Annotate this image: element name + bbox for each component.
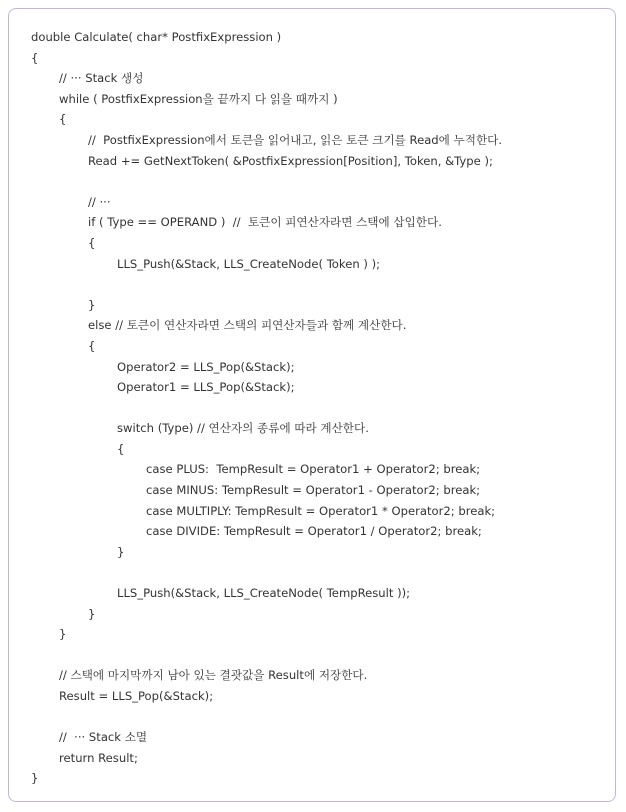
code-line: Result = LLS_Pop(&Stack);: [59, 689, 214, 703]
code-comment: // PostfixExpression에서 토큰을 읽어내고, 읽은 토큰 크기를 Read에 누적한다.: [88, 132, 503, 147]
code-line: else // 토큰이 연산자라면 스택의 피연산자들과 함께 계산한다.: [88, 318, 407, 333]
code-line: Read += GetNextToken( &PostfixExpression[Position], Token, &Type );: [88, 153, 493, 168]
code-line: {: [117, 441, 125, 456]
code-line: {: [88, 235, 96, 250]
code-line: }: [31, 771, 39, 786]
code-line: return Result;: [59, 750, 138, 765]
code-line: {: [59, 112, 67, 127]
code-line: case PLUS: TempResult = Operator1 + Operator2; break;: [146, 462, 481, 477]
code-lines: [31, 27, 611, 789]
code-line: LLS_Push(&Stack, LLS_CreateNode( TempResult ));: [117, 586, 411, 601]
code-blank-line: [31, 398, 611, 419]
code-line: }: [117, 544, 125, 559]
code-line: Operator1 = LLS_Pop(&Stack);: [117, 380, 295, 395]
code-line: }: [88, 606, 96, 621]
code-line: {: [88, 338, 96, 353]
code-blank-line: [31, 645, 611, 666]
code-line: case DIVIDE: TempResult = Operator1 / Operator2; break;: [146, 524, 482, 539]
code-blank-line: [31, 171, 611, 192]
code-line: Operator2 = LLS_Pop(&Stack);: [117, 359, 295, 374]
code-line: {: [31, 50, 39, 65]
code-comment: // ··· Stack 소멸: [59, 730, 148, 745]
code-line: }: [88, 297, 96, 312]
code-line: case MINUS: TempResult = Operator1 - Operator2; break;: [146, 483, 481, 498]
code-listing-box: [8, 8, 616, 802]
code-blank-line: [31, 707, 611, 728]
code-line: case MULTIPLY: TempResult = Operator1 * Operator2; break;: [146, 503, 496, 518]
code-line: LLS_Push(&Stack, LLS_CreateNode( Token ) );: [117, 256, 381, 271]
code-line: double Calculate( char* PostfixExpression ): [31, 30, 282, 44]
code-blank-line: [31, 274, 611, 295]
code-comment: // ··· Stack 생성: [59, 71, 144, 86]
code-comment: // 스택에 마지막까지 남아 있는 결괏값을 Result에 저장한다.: [59, 668, 368, 683]
code-line: }: [59, 627, 67, 642]
code-blank-line: [31, 562, 611, 583]
code-line: while ( PostfixExpression을 끝까지 다 읽을 때까지 ): [59, 91, 338, 106]
code-comment: // ···: [88, 194, 111, 209]
code-line: if ( Type == OPERAND ) // 토큰이 피연산자라면 스택에 삽입한다.: [88, 215, 442, 230]
code-line: switch (Type) // 연산자의 종류에 따라 계산한다.: [117, 421, 369, 436]
